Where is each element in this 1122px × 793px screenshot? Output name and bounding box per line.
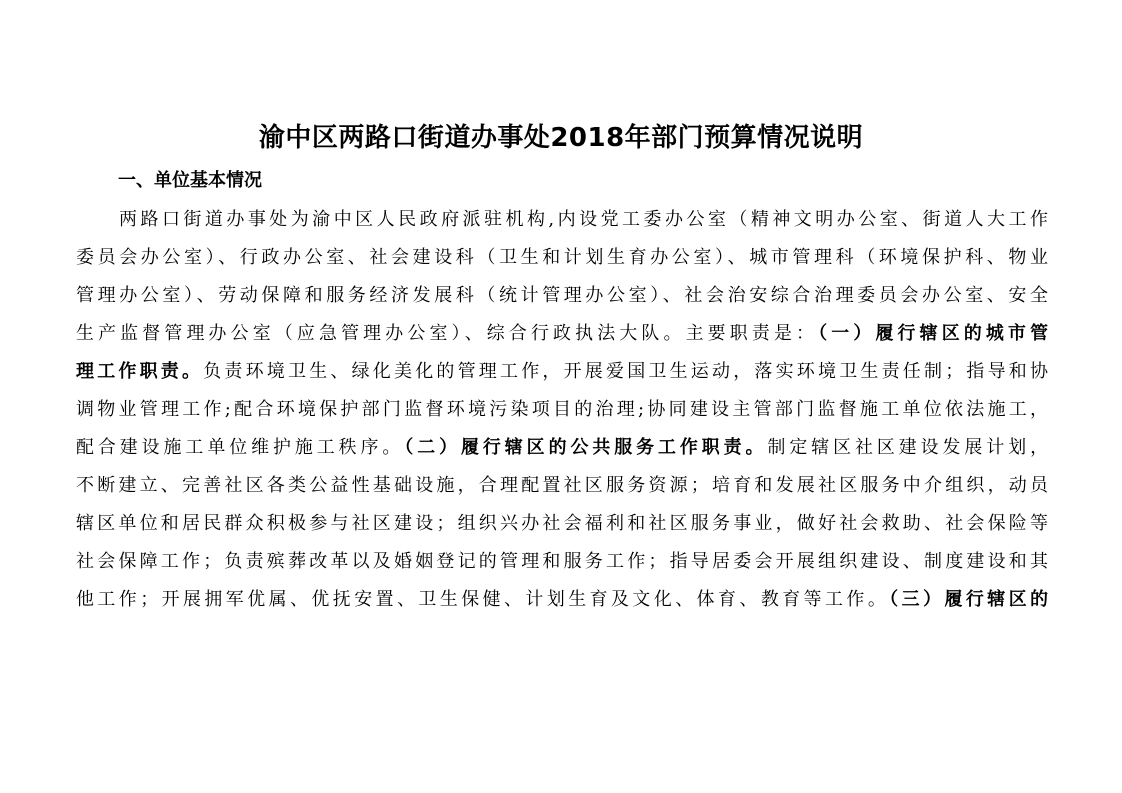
bold-text-run: （二）履行辖区的公共服务工作职责。 [404,437,768,458]
text-run: 制定辖区社区建设发展计划， [767,437,1048,458]
paragraph-line [76,505,1048,543]
paragraph-line [76,429,1048,467]
paragraph-line [76,239,1048,277]
text-run: 配合建设施工单位维护施工秩序。 [76,437,405,458]
paragraph-line [76,201,1048,239]
paragraph-line [76,581,1048,619]
paragraph-line [76,277,1048,315]
text-run: 委员会办公室）、行政办公室、社会建设科（卫生和计划生育办公室）、城市管理科（环境保护科、物业 [76,247,1048,268]
paragraph-line [76,391,1048,429]
body-paragraph [76,201,1048,619]
paragraph-line [76,543,1048,581]
document-title: 渝中区两路口街道办事处2018年部门预算情况说明 [258,123,864,153]
paragraph-line [76,467,1048,505]
text-run: 他工作；开展拥军优属、优抚安置、卫生保健、计划生育及文化、体育、教育等工作。 [76,589,890,610]
text-run: 两路口街道办事处为渝中区人民政府派驻机构,内设党工委办公室（精神文明办公室、街道人大工作 [119,209,1048,230]
bold-text-run: 理工作职责。 [76,361,204,382]
bold-text-run: （一）履行辖区的城市管 [818,323,1048,344]
section-heading: 一、单位基本情况 [118,170,262,191]
text-run: 负责环境卫生、绿化美化的管理工作，开展爱国卫生运动，落实环境卫生责任制；指导和协 [203,361,1048,382]
text-run: 辖区单位和居民群众积极参与社区建设；组织兴办社会福利和社区服务事业，做好社会救助、社会保险等 [76,513,1048,534]
text-run: 生产监督管理办公室（应急管理办公室）、综合行政执法大队。主要职责是： [76,323,819,344]
text-run: 管理办公室）、劳动保障和服务经济发展科（统计管理办公室）、社会治安综合治理委员会办公室、安全 [76,285,1048,306]
text-run: 社会保障工作；负责殡葬改革以及婚姻登记的管理和服务工作；指导居委会开展组织建设、制度建设和其 [76,551,1048,572]
paragraph-line [76,315,1048,353]
paragraph-line [76,353,1048,391]
text-run: 不断建立、完善社区各类公益性基础设施，合理配置社区服务资源；培育和发展社区服务中介组织，动员 [76,475,1048,496]
text-run: 调物业管理工作;配合环境保护部门监督环境污染项目的治理;协同建设主管部门监督施工单位依法施工， [76,399,1048,420]
bold-text-run: （三）履行辖区的 [889,589,1048,610]
